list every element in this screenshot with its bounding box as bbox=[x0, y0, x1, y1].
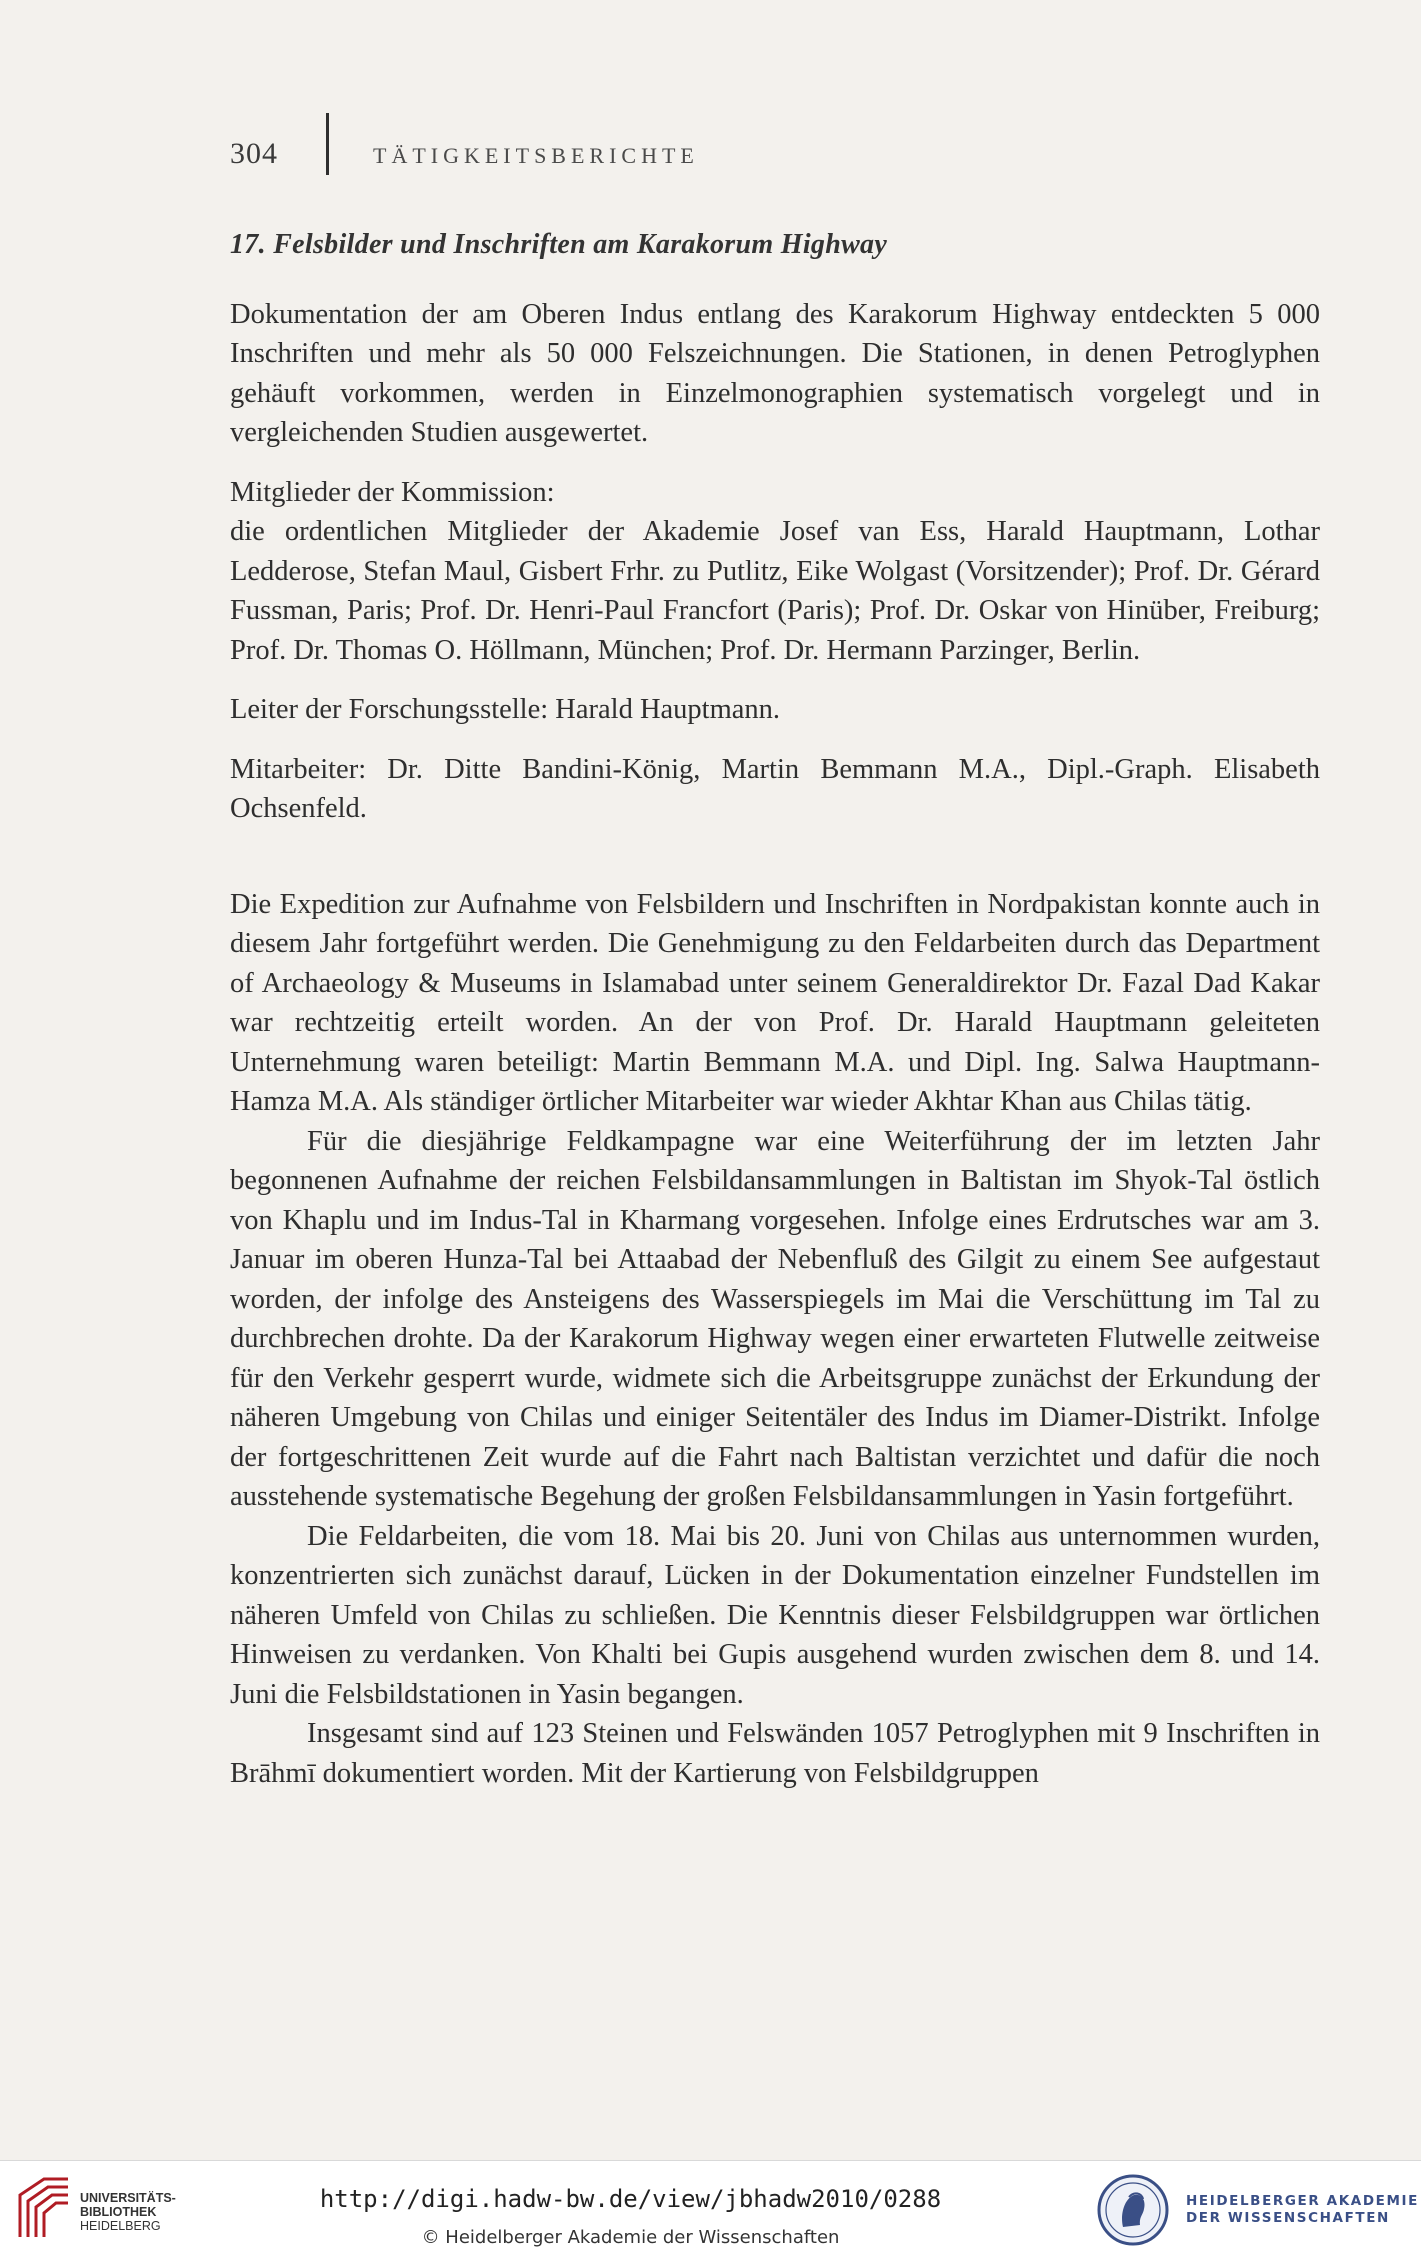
report-paragraph: Die Feldarbeiten, die vom 18. Mai bis 20. Juni von Chilas aus unternommen wurden, konzentrierten sich zunächst darauf, Lücken in der Dokumentation einzelner Fundstellen im näheren Umfeld von Chilas zu schließen. Die Kenntnis dieser Felsbildgruppen war örtlichen Hinweisen zu verdanken. Von Khalti bei Gupis ausgehend wurden zwischen dem 8. und 14. Juni die Felsbildstationen in Yasin begangen. bbox=[230, 1520, 1320, 1710]
commission-description: Dokumentation der am Oberen Indus entlang des Karakorum Highway entdeckten 5 000 Inschriften und mehr als 50 000 Felszeichnungen. Die Stationen, in denen Petroglyphen gehäuft vorkommen, werden in Einzelmonographien systematisch vorgelegt und in vergleichenden Studien ausgewertet. bbox=[230, 298, 1320, 448]
digitization-footer bbox=[0, 2160, 1421, 2260]
copyright-text: © Heidelberger Akademie der Wissenschaften bbox=[421, 2227, 840, 2248]
report-paragraph: Insgesamt sind auf 123 Steinen und Felswänden 1057 Petroglyphen mit 9 Inschriften in Brāhmī dokumentiert worden. Mit der Kartierung von Felsbildgruppen bbox=[230, 1718, 1320, 1789]
academy-name-line2: DER WISSENSCHAFTEN bbox=[1186, 2210, 1390, 2226]
research-head: Leiter der Forschungsstelle: Harald Hauptmann. bbox=[230, 694, 781, 725]
library-name-line1: UNIVERSITÄTS- bbox=[80, 2191, 176, 2205]
members-list: die ordentlichen Mitglieder der Akademie Josef van Ess, Harald Hauptmann, Lothar Ledderose, Stefan Maul, Gisbert Frhr. zu Putlitz, Eike Wolgast (Vorsitzender); Prof. Dr. Gérard Fussman, Paris; Prof. Dr. Henri-Paul Francfort (Paris); Prof. Dr. Oskar von Hinüber, Freiburg; Prof. Dr. Thomas O. Höllmann, München; Prof. Dr. Hermann Parzinger, Berlin. bbox=[230, 516, 1320, 666]
copyright-notice bbox=[0, 2227, 1421, 2248]
library-city: HEIDELBERG bbox=[80, 2219, 161, 2233]
library-name-line2: BIBLIOTHEK bbox=[80, 2205, 157, 2219]
report-paragraph: Für die diesjährige Feldkampagne war eine Weiterführung der im letzten Jahr begonnenen Aufnahme der reichen Felsbildansammlungen in Baltistan im Shyok-Tal östlich von Khaplu und im Indus-Tal in Kharmang vorgesehen. Infolge eines Erdrutsches war am 3. Januar im oberen Hunza-Tal bei Attaabad der Nebenfluß des Gilgit zu einem See aufgestaut worden, der infolge des Ansteigens des Wasserspiegels im Mai die Verschüttung im Tal zu durchbrechen drohte. Da der Karakorum Highway wegen einer erwarteten Flutwelle zeitweise für den Verkehr gesperrt wurde, widmete sich die Arbeitsgruppe zunächst der Erkundung der näheren Umgebung von Chilas und einiger Seitentäler des Indus im Diamer-Distrikt. Infolge der fortgeschrittenen Zeit wurde auf die Fahrt nach Baltistan verzichtet und dafür die noch ausstehende systematische Begehung der großen Felsbildansammlungen in Yasin fortgeführt. bbox=[230, 1125, 1320, 1512]
running-title: TÄTIGKEITSBERICHTE bbox=[373, 143, 699, 168]
report-paragraph: Die Expedition zur Aufnahme von Felsbildern und Inschriften in Nordpakistan konnte auch in diesem Jahr fortgeführt werden. Die Genehmigung zu den Feldarbeiten durch das Department of Archaeology & Museums in Islamabad unter seinem Generaldirektor Dr. Fazal Dad Kakar war rechtzeitig erteilt worden. An der von Prof. Dr. Harald Hauptmann geleiteten Unternehmung waren beteiligt: Martin Bemmann M.A. und Dipl. Ing. Salwa Hauptmann-Hamza M.A. Als ständiger örtlicher Mitarbeiter war wieder Akhtar Khan aus Chilas tätig. bbox=[230, 888, 1320, 1117]
academy-name-line1: HEIDELBERGER AKADEMIE bbox=[1186, 2193, 1419, 2209]
header-divider bbox=[326, 113, 329, 175]
page-number: 304 bbox=[230, 137, 278, 170]
members-label: Mitglieder der Kommission: bbox=[230, 476, 555, 508]
permalink-text[interactable]: http://digi.hadw-bw.de/view/jbhadw2010/0288 bbox=[319, 2185, 942, 2213]
academy-seal-icon bbox=[1096, 2173, 1170, 2247]
staff-list: Mitarbeiter: Dr. Ditte Bandini-König, Martin Bemmann M.A., Dipl.-Graph. Elisabeth Ochsenfeld. bbox=[230, 753, 1320, 824]
section-heading: 17. Felsbilder und Inschriften am Karakorum Highway bbox=[230, 229, 888, 260]
academy-name bbox=[1186, 2193, 1419, 2227]
section-gap bbox=[230, 849, 1320, 885]
main-text bbox=[230, 225, 1320, 1793]
